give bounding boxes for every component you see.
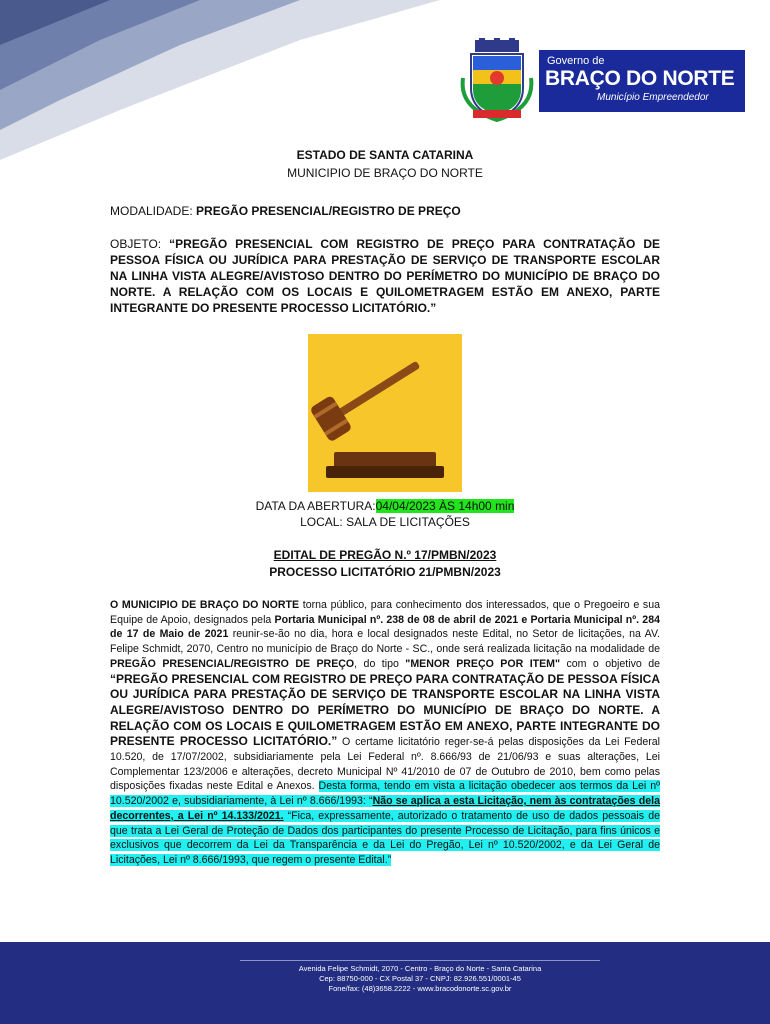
body-objeto: “PREGÃO PRESENCIAL COM REGISTRO DE PREÇO PARA CONTRATAÇÃO DE PESSOA FÍSICA OU JURÍDICA PARA PRESTAÇÃO DE SERVIÇO DE TRANSPORTE ESCOLAR NA LINHA VISTA ALEGRE/AVISTOSO DENTRO DO PERÍMETRO DO MUNICÍPIO DE BRAÇO DO NORTE. A RELAÇÃO COM OS LOCAIS E QUILOMETRAGEM ESTÃO EM ANEXO, PARTE INTEGRANTE DO PRESENTE PROCESSO LICITATÓRIO.”: [110, 671, 660, 749]
objeto-paragraph: [110, 236, 660, 316]
modalidade-label: MODALIDADE:: [110, 204, 193, 218]
gavel-image: [308, 334, 462, 492]
municipality-title: MUNICIPIO DE BRAÇO DO NORTE: [287, 166, 483, 180]
body-text-b: reunir-se-ão no dia, hora e local designados neste Edital, no Setor de licitações, na AV. Felipe Schmidt, 2070, Centro no município de Braço do Norte - SC., onde será realizada licitação na modalidade de: [110, 628, 660, 656]
coat-of-arms-logo: [457, 38, 537, 122]
banner-governo-de: Governo de: [547, 55, 605, 67]
body-text-e: O certame licitatório reger-se-á pelas disposições da Lei Federal 10.520, de 17/07/2002, subsidiariamente pela Lei Federal nº. 8.666/93 de 21/06/93 e suas alterações, Lei Complementar 123/2006 e alterações, decreto Municipal Nº 41/2010 de 07 de Outubro de 2010, bem como pelas disposições fixadas neste Edital e Anexos.: [110, 736, 661, 793]
modalidade-line: [110, 204, 660, 218]
footer-address: Avenida Felipe Schmidt, 2070 - Centro - Braço do Norte - Santa Catarina: [298, 964, 542, 973]
body-highlight-bold: Não se aplica a esta Licitação, nem às contratações dela decorrentes, a Lei nº 14.133/2021.: [110, 795, 660, 822]
banner-city-name: BRAÇO DO NORTE: [545, 67, 735, 90]
objeto-value: “PREGÃO PRESENCIAL COM REGISTRO DE PREÇO PARA CONTRATAÇÃO DE PESSOA FÍSICA OU JURÍDICA PARA PRESTAÇÃO DE SERVIÇO DE TRANSPORTE ESCOLAR NA LINHA VISTA ALEGRE/AVISTOSO DENTRO DO PERÍMETRO DO MUNICÍPIO DE BRAÇO DO NORTE. A RELAÇÃO COM OS LOCAIS E QUILOMETRAGEM ESTÃO EM ANEXO, PARTE INTEGRANTE DO PRESENTE PROCESSO LICITATÓRIO.”: [110, 237, 660, 315]
body-municipio: O MUNICIPIO DE BRAÇO DO NORTE: [110, 599, 300, 611]
body-modalidade: PREGÃO PRESENCIAL/REGISTRO DE PREÇO: [110, 657, 355, 670]
objeto-label: OBJETO:: [110, 237, 162, 251]
body-portarias: Portaria Municipal nº. 238 de 08 de abril de 2021 e Portaria Municipal nº. 284 de 17 de Maio de 2021: [110, 613, 660, 641]
body-text-a: torna público, para conhecimento dos interessados, que o Pregoeiro e sua Equipe de Apoio, designados pela: [110, 599, 660, 626]
abertura-date: 04/04/2023 ÀS 14h00 min: [375, 499, 515, 513]
footer-divider: [240, 960, 600, 961]
abertura-line: [0, 499, 770, 513]
modalidade-value: PREGÃO PRESENCIAL/REGISTRO DE PREÇO: [196, 204, 461, 218]
state-title: ESTADO DE SANTA CATARINA: [296, 148, 474, 162]
footer-cep-cnpj: Cep: 88750-000 - CX Postal 37 - CNPJ: 82.926.551/0001-45: [319, 974, 521, 983]
footer-bar: [0, 942, 770, 1024]
body-text-d: com o objetivo de: [560, 657, 660, 670]
body-text-c: , do tipo: [354, 657, 406, 670]
abertura-label: DATA DA ABERTURA:: [255, 499, 376, 513]
footer-contact: Fone/fax: (48)3658.2222 - www.bracodonorte.sc.gov.br: [328, 984, 512, 993]
body-tipo: "MENOR PREÇO POR ITEM": [405, 657, 561, 670]
banner-slogan: Município Empreendedor: [597, 92, 709, 103]
edital-title: EDITAL DE PREGÃO N.º 17/PMBN/2023: [273, 548, 497, 562]
body-highlight-2: “Fica, expressamente, autorizado o tratamento de uso de dados pessoais de que trata a Lei Geral de Proteção de Dados dos participantes do presente Processo de Licitação, para fins únicos e exclusivos que decorrem da Lei da Transparência e da Lei do Pregão, Lei nº 10.520/2002, e da Lei Geral de Licitações, Lei nº 8.666/1993, que regem o presente Edital.”: [110, 809, 660, 866]
main-paragraph: [110, 598, 660, 868]
body-highlight-1: Desta forma, tendo em vista a licitação obedecer aos termos da Lei nº 10.520/2002 e, subsidiariamente, à Lei nº 8.666/1993: “: [110, 780, 660, 808]
header-swoosh: [0, 0, 440, 160]
processo-title: PROCESSO LICITATÓRIO 21/PMBN/2023: [269, 565, 501, 579]
government-banner: [539, 50, 745, 112]
local-line: LOCAL: SALA DE LICITAÇÕES: [300, 515, 470, 529]
